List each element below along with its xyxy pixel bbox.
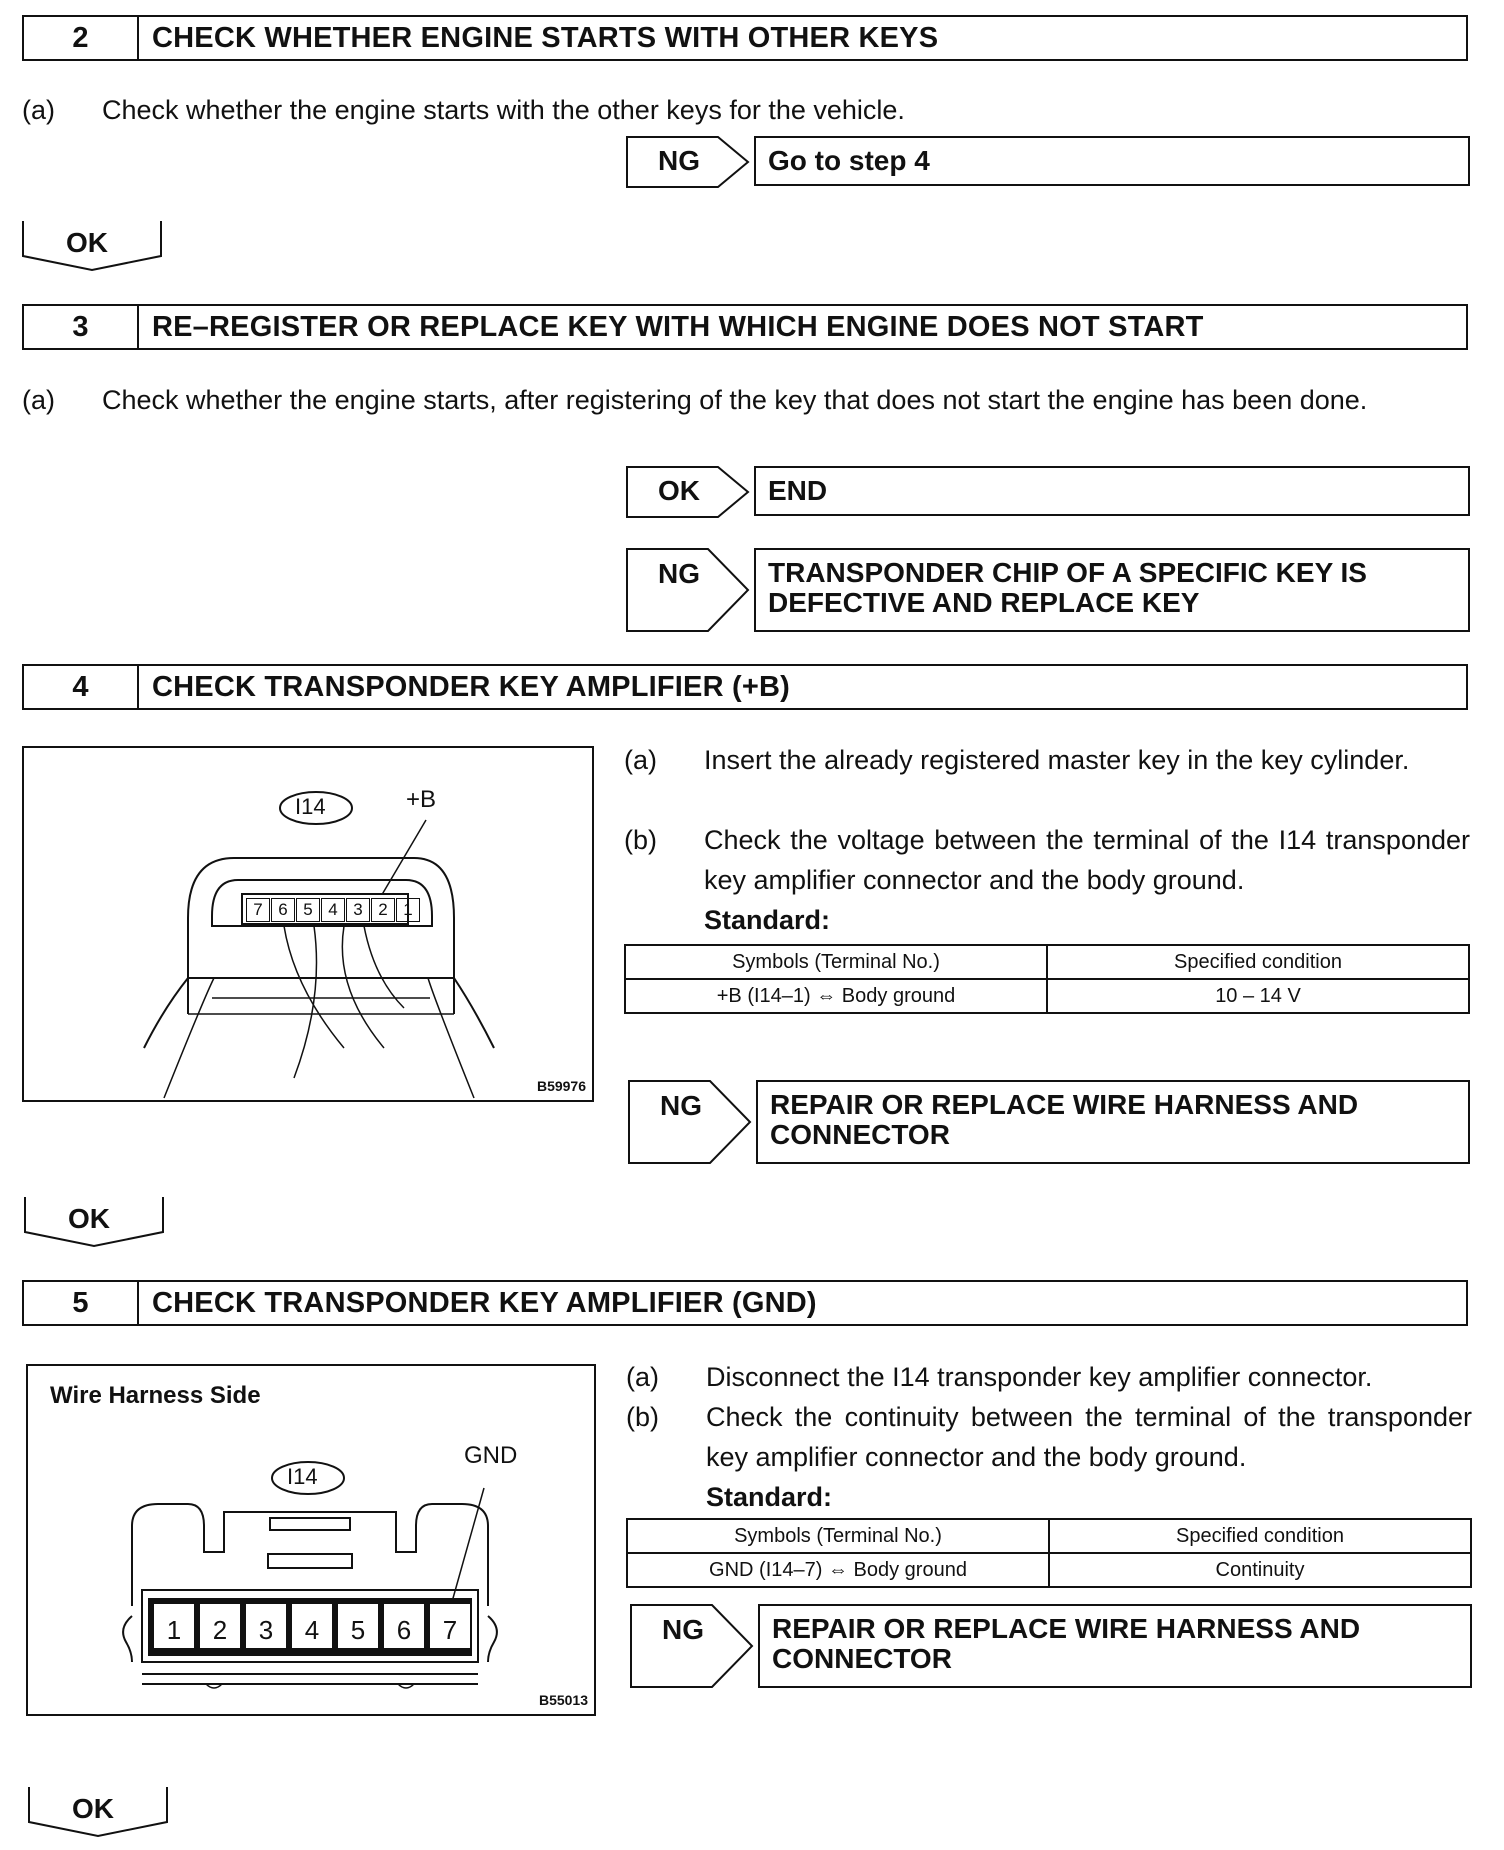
- item-text: Check whether the engine starts, after registering of the key that does not start the engine has been done.: [102, 385, 1368, 415]
- table-cell: GND (I14–7) ⇔ Body ground: [627, 1553, 1049, 1587]
- step-5-instructions: [626, 1357, 1472, 1517]
- ok-label: OK: [66, 227, 108, 258]
- pin: 4: [292, 1604, 332, 1648]
- ok-tab: [28, 1786, 168, 1843]
- result-line-2: DEFECTIVE AND REPLACE KEY: [768, 587, 1200, 618]
- step-number: 2: [24, 17, 139, 59]
- ng-label: NG: [658, 145, 700, 176]
- table-row: [627, 1553, 1471, 1587]
- result-line-1: REPAIR OR REPLACE WIRE HARNESS AND: [772, 1613, 1361, 1644]
- ng-result: [754, 548, 1470, 632]
- item-label: (a): [624, 745, 657, 775]
- pin: 3: [346, 898, 370, 922]
- step-title: CHECK TRANSPONDER KEY AMPLIFIER (+B): [152, 670, 790, 703]
- ok-label: OK: [658, 475, 700, 506]
- table-header: Specified condition: [1049, 1519, 1471, 1553]
- table-cell: Continuity: [1049, 1553, 1471, 1587]
- table-header: Symbols (Terminal No.): [627, 1519, 1049, 1553]
- connector-figure-b59976: [22, 746, 594, 1102]
- item-label: (a): [22, 95, 55, 125]
- ng-arrow: [628, 1080, 752, 1164]
- pin: 2: [371, 898, 395, 922]
- result-line-1: REPAIR OR REPLACE WIRE HARNESS AND: [770, 1089, 1359, 1120]
- figure-code: B55013: [538, 1692, 588, 1708]
- ok-result: END: [754, 466, 1470, 516]
- pin: 4: [321, 898, 345, 922]
- terminal-label: GND: [464, 1442, 518, 1469]
- pin: 3: [246, 1604, 286, 1648]
- item-text: Insert the already registered master key in the key cylinder.: [704, 745, 1410, 775]
- ng-label: NG: [662, 1614, 704, 1645]
- pin-row: [154, 1604, 470, 1648]
- pin: 6: [384, 1604, 424, 1648]
- item-text: Check the continuity between the terminal of the transponder key amplifier connector and the body ground.: [706, 1402, 1472, 1472]
- pin: 6: [271, 898, 295, 922]
- item-label: (b): [624, 825, 657, 855]
- ng-arrow: [626, 136, 750, 188]
- table-row: [625, 979, 1469, 1013]
- pin: 1: [396, 898, 420, 922]
- ok-arrow: [626, 466, 750, 518]
- table-header-row: [625, 945, 1469, 979]
- item-label: (a): [22, 385, 55, 415]
- table-header-row: [627, 1519, 1471, 1553]
- standard-label: Standard:: [706, 1482, 833, 1512]
- ok-label: OK: [68, 1203, 110, 1234]
- ng-result: [758, 1604, 1472, 1688]
- step-title: CHECK TRANSPONDER KEY AMPLIFIER (GND): [152, 1286, 817, 1319]
- ng-arrow: [630, 1604, 754, 1688]
- pin: 7: [246, 898, 270, 922]
- step-4-header: [22, 664, 1468, 710]
- connector-drawing: [28, 1366, 594, 1714]
- ng-result: [756, 1080, 1470, 1164]
- step-5-header: [22, 1280, 1468, 1326]
- ng-label: NG: [660, 1090, 702, 1121]
- ng-label: NG: [658, 558, 700, 589]
- item-text: Disconnect the I14 transponder key amplifier connector.: [706, 1362, 1373, 1392]
- item-text: Check the voltage between the terminal of the I14 transponder key amplifier connector and the body ground.: [704, 825, 1470, 895]
- result-line-2: CONNECTOR: [770, 1119, 950, 1150]
- table-cell: 10 – 14 V: [1047, 979, 1469, 1013]
- standard-label: Standard:: [704, 905, 831, 935]
- terminal-label: +B: [406, 786, 437, 813]
- item-label: (a): [626, 1362, 659, 1392]
- spec-table: [626, 1518, 1472, 1588]
- step-title: CHECK WHETHER ENGINE STARTS WITH OTHER KEYS: [152, 21, 939, 54]
- pin: 7: [430, 1604, 470, 1648]
- connector-id: I14: [295, 794, 326, 819]
- step-3-instruction-a: [22, 380, 1470, 460]
- pin: 5: [338, 1604, 378, 1648]
- pin-row: [246, 898, 420, 922]
- pin: 5: [296, 898, 320, 922]
- table-cell: +B (I14–1) ⇔ Body ground: [625, 979, 1047, 1013]
- ok-label: OK: [72, 1793, 114, 1824]
- ok-tab: [22, 220, 162, 277]
- connector-figure-b55013: [26, 1364, 596, 1716]
- figure-code: B59976: [536, 1078, 586, 1094]
- step-3-header: [22, 304, 1468, 350]
- pin: 1: [154, 1604, 194, 1648]
- item-label: (b): [626, 1402, 659, 1432]
- step-number: 3: [24, 306, 139, 348]
- ng-result: Go to step 4: [754, 136, 1470, 186]
- pin: 2: [200, 1604, 240, 1648]
- step-4-instructions: [624, 740, 1470, 940]
- ok-tab: [24, 1196, 164, 1253]
- figure-title: Wire Harness Side: [50, 1382, 261, 1409]
- spec-table: [624, 944, 1470, 1014]
- step-number: 4: [24, 666, 139, 708]
- ng-arrow: [626, 548, 750, 632]
- result-line-2: CONNECTOR: [772, 1643, 952, 1674]
- step-2-header: [22, 15, 1468, 61]
- result-line-1: TRANSPONDER CHIP OF A SPECIFIC KEY IS: [768, 557, 1367, 588]
- step-number: 5: [24, 1282, 139, 1324]
- step-title: RE–REGISTER OR REPLACE KEY WITH WHICH ENGINE DOES NOT START: [152, 310, 1204, 343]
- item-text: Check whether the engine starts with the other keys for the vehicle.: [102, 95, 905, 125]
- table-header: Specified condition: [1047, 945, 1469, 979]
- connector-id: I14: [287, 1464, 318, 1489]
- table-header: Symbols (Terminal No.): [625, 945, 1047, 979]
